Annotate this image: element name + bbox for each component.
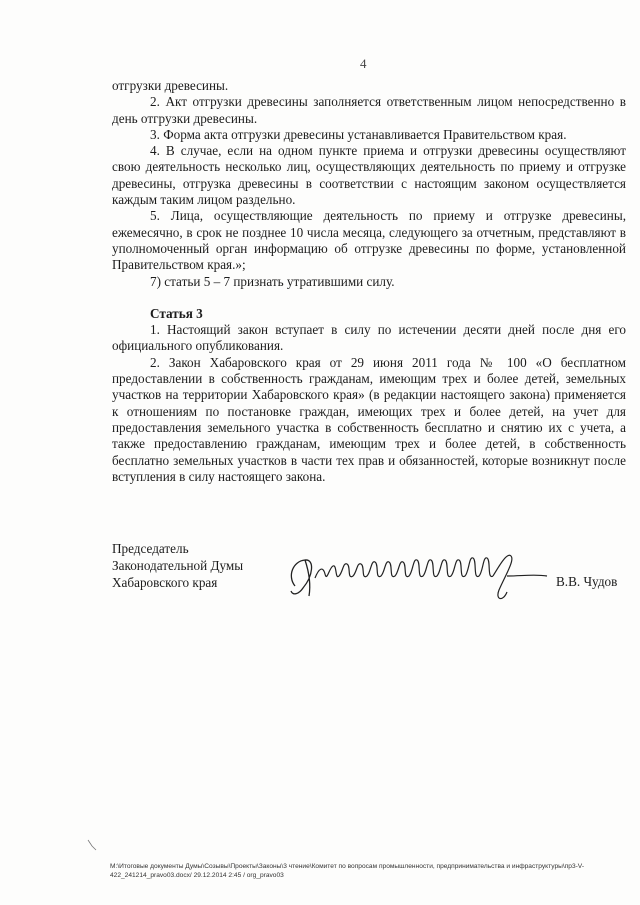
article-3-heading: Статья 3 <box>150 305 203 321</box>
paragraph-4: 4. В случае, если на одном пункте приема и отгрузки древесины осуществляют свою деятельность несколько лиц, осуществляющих деятельность по приему и отгрузке древесины, отгрузка древесины в соответствии с настоящим законом осуществляется каждым таким лицом раздельно. <box>112 143 626 208</box>
article-3-paragraph-1: 1. Настоящий закон вступает в силу по истечении десяти дней после дня его официального опубликования. <box>112 322 626 354</box>
stray-mark <box>86 838 98 852</box>
footer-line-2: 422_241214_pravo03.docx/ 29.12.2014 2:45 / org_pravo03 <box>110 872 284 879</box>
paragraph-continuation: отгрузки древесины. <box>112 78 229 93</box>
file-path-footer <box>110 862 632 880</box>
paragraph-7: 7) статьи 5 – 7 признать утратившими силу. <box>150 273 395 289</box>
paragraph-5: 5. Лица, осуществляющие деятельность по приему и отгрузке древесины, ежемесячно, в срок не позднее 10 числа месяца, следующего за отчетным, представляют в уполномоченный орган информацию об отгрузке древесины по форме, установленной Правительством края.»; <box>112 208 626 273</box>
paragraph-3: 3. Форма акта отгрузки древесины устанавливается Правительством края. <box>150 126 567 142</box>
paragraph-2: 2. Акт отгрузки древесины заполняется ответственным лицом непосредственно в день отгрузки древесины. <box>112 94 626 126</box>
footer-line-1: M:\Итоговые документы Думы\Созывы\Проекты\Законы\3 чтение\Комитет по вопросам промышленности, предпринимательства и инфраструктуры\пр3-V- <box>110 863 585 870</box>
signatory-name: В.В. Чудов <box>556 574 618 589</box>
handwritten-signature <box>285 546 555 606</box>
document-body <box>112 78 626 485</box>
article-3-paragraph-2: 2. Закон Хабаровского края от 29 июня 2011 года № 100 «О бесплатном предоставлении в собственность гражданам, имеющим трех и более детей, земельных участков на территории Хабаровского края» (в редакции настоящего закона) применяется к отношениям по постановке граждан, имеющих трех и более детей, на учет для предоставления земельного участка в собственность бесплатно и снятию их с учета, а также предоставлению гражданам, имеющим трех и более детей, в собственность бесплатно земельных участков в части тех прав и обязанностей, которые возникнут после вступления в силу настоящего закона. <box>112 354 626 484</box>
signatory-line-2: Законодательной Думы <box>112 558 244 573</box>
signatory-line-3: Хабаровского края <box>112 575 218 590</box>
signatory-line-1: Председатель <box>112 541 189 556</box>
signatory-title <box>112 540 243 591</box>
page-number: 4 <box>360 56 367 71</box>
